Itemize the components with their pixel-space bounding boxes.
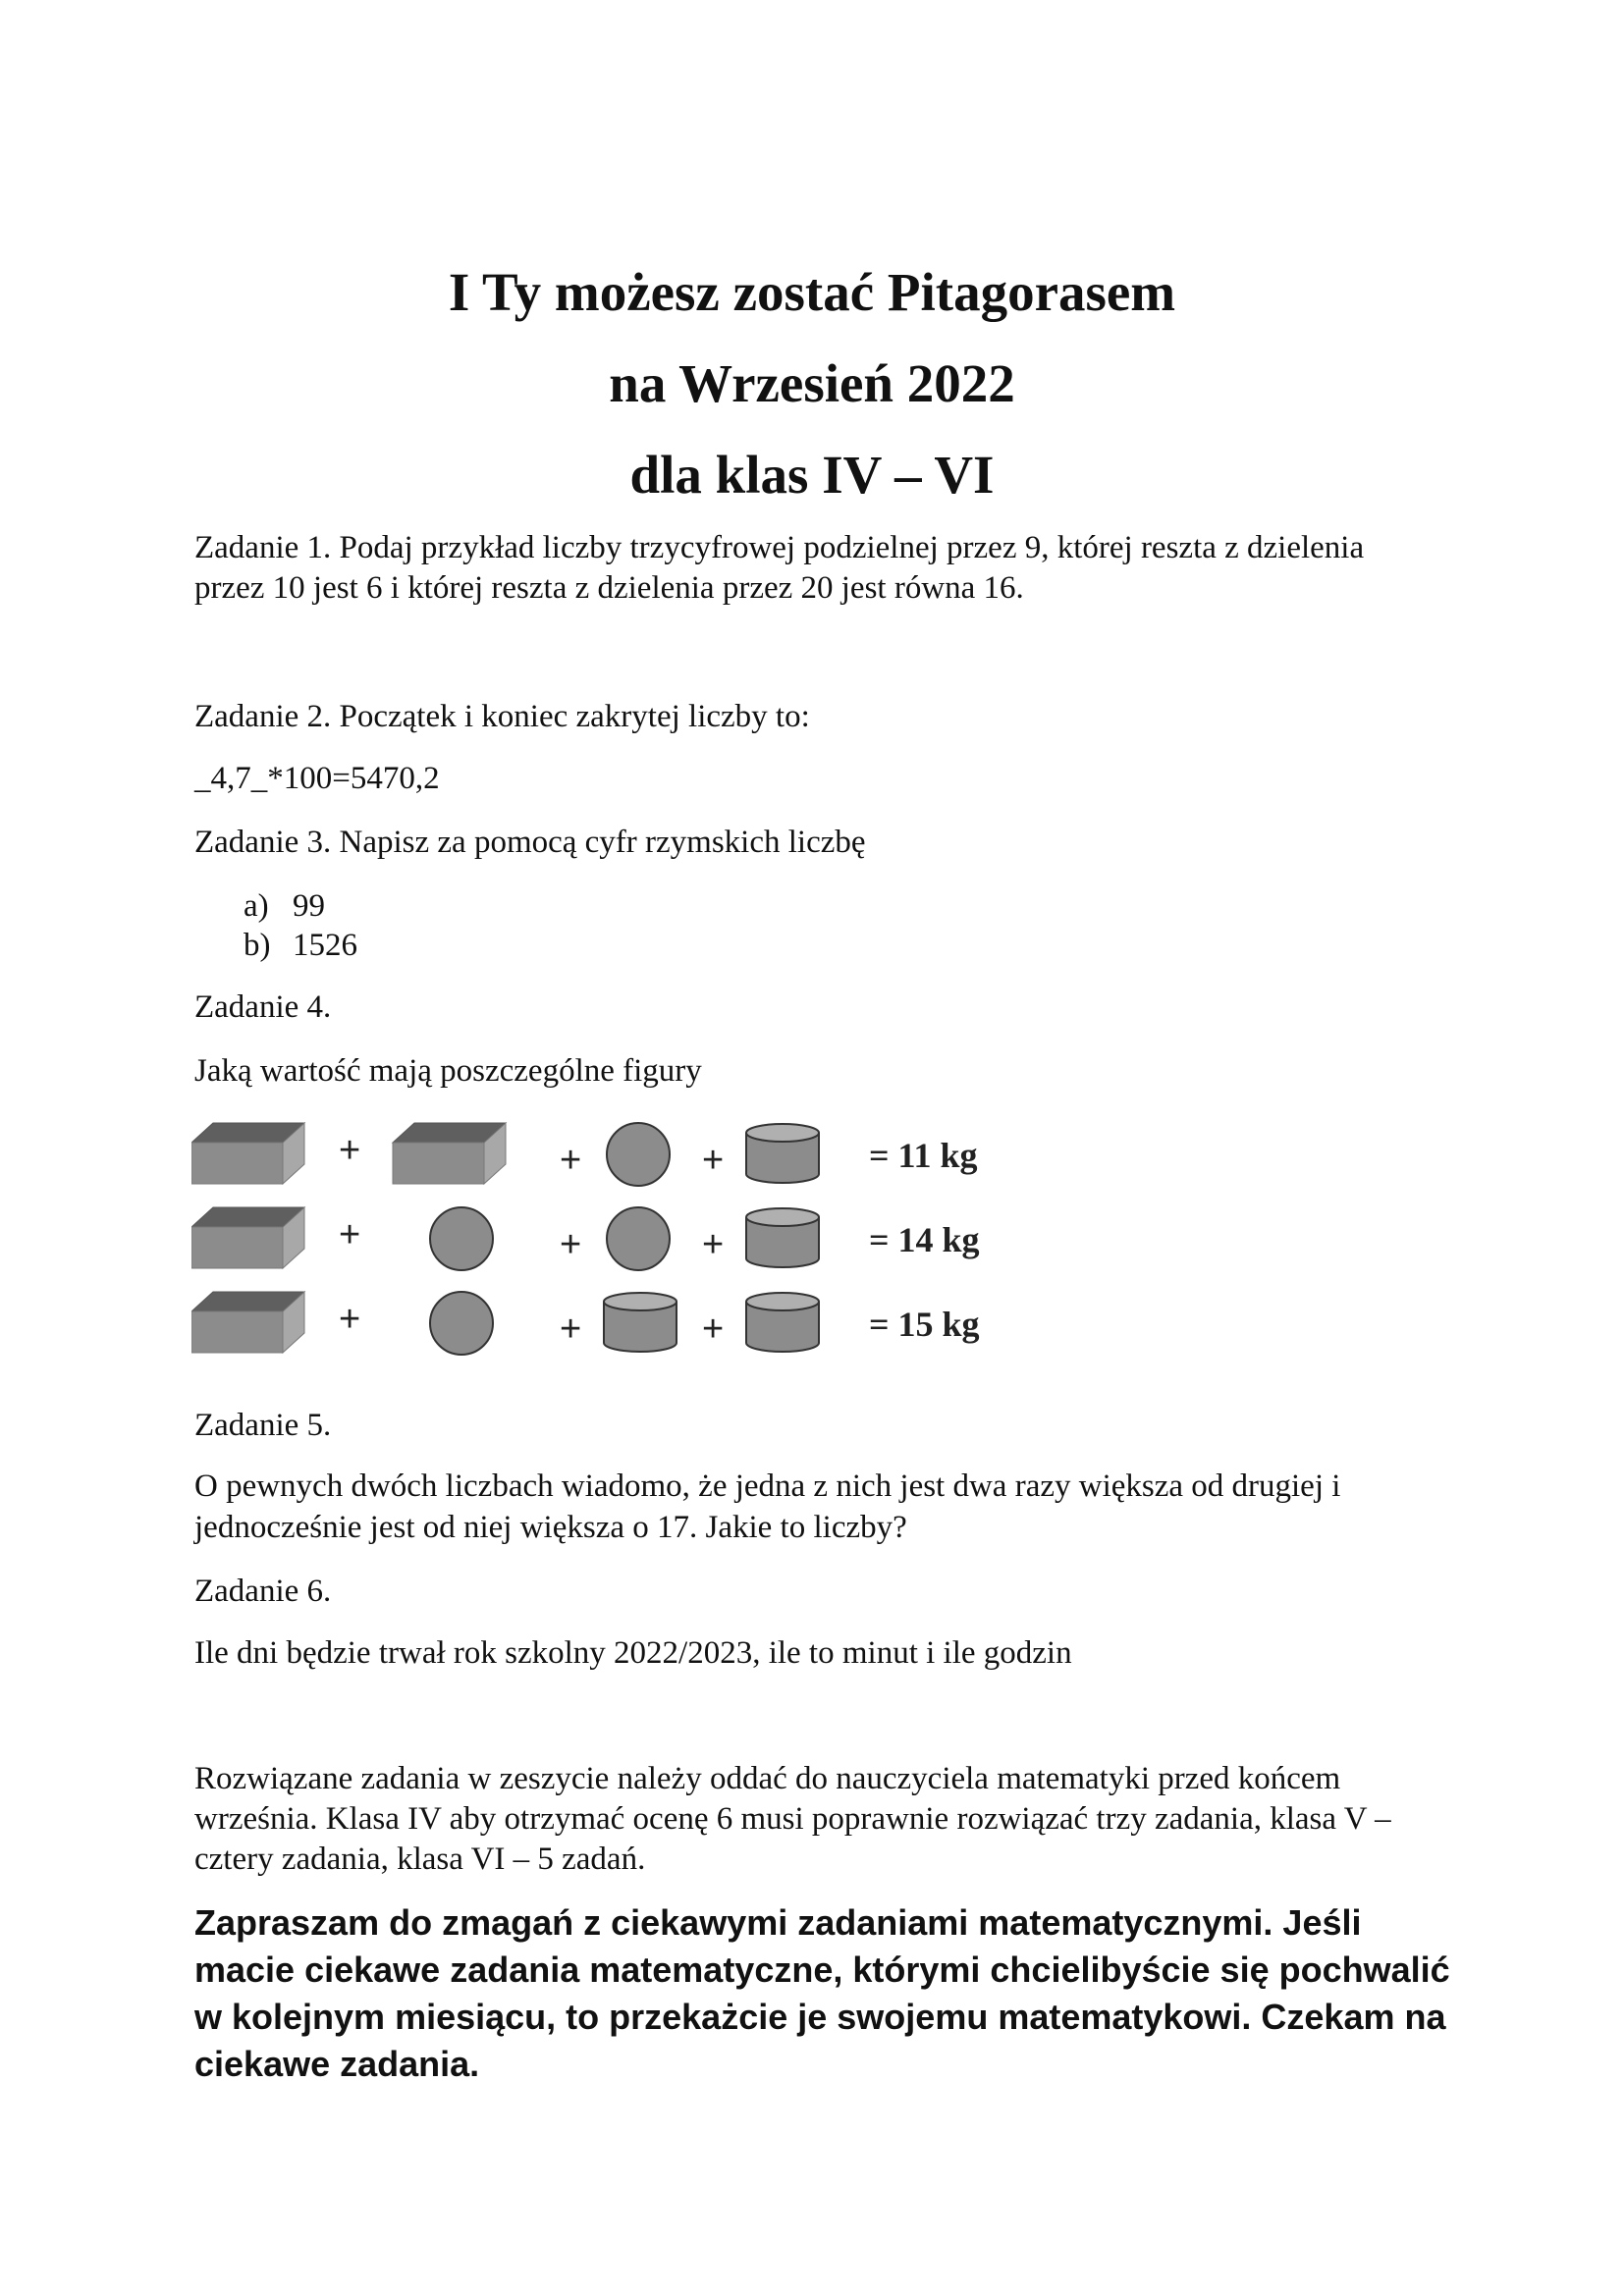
plus-sign: + <box>560 1224 582 1265</box>
list-marker: b) <box>244 928 271 963</box>
title-line-3: dla klas IV – VI <box>629 445 995 505</box>
list-value: 1526 <box>293 928 357 963</box>
cylinder-shape-icon <box>746 1124 819 1183</box>
task-2-text: Zadanie 2. Początek i koniec zakrytej liczby to: <box>194 699 810 734</box>
task-3-text: Zadanie 3. Napisz za pomocą cyfr rzymskich liczbę <box>194 825 866 860</box>
list-item <box>244 926 357 965</box>
closing-line-3: w kolejnym miesiącu, to przekażcie je swojemu matematykowi. Czekam na <box>194 1997 1446 2037</box>
rules-line-2: września. Klasa IV aby otrzymać ocenę 6 musi poprawnie rozwiązać trzy zadania, klasa V – <box>194 1801 1391 1837</box>
row-result: = 14 kg <box>869 1220 980 1259</box>
rules-line-1: Rozwiązane zadania w zeszycie należy oddać do nauczyciela matematyki przed końcem <box>194 1761 1341 1796</box>
plus-sign: + <box>560 1308 582 1350</box>
title-line-1: I Ty możesz zostać Pitagorasem <box>448 262 1176 322</box>
list-item <box>244 886 357 926</box>
plus-sign: + <box>702 1224 725 1265</box>
task-6-heading: Zadanie 6. <box>194 1574 332 1609</box>
ball-shape-icon <box>607 1123 670 1186</box>
shape-weight-puzzle <box>191 1119 1016 1374</box>
rules-line-3: cztery zadania, klasa VI – 5 zadań. <box>194 1842 646 1877</box>
cylinder-shape-icon <box>604 1293 677 1352</box>
brick-shape-icon <box>191 1207 304 1268</box>
puzzle-row <box>191 1123 978 1186</box>
row-result: = 11 kg <box>869 1136 978 1175</box>
task-4-text: Jaką wartość mają poszczególne figury <box>194 1053 702 1089</box>
title-line-2: na Wrzesień 2022 <box>609 353 1015 413</box>
row-result: = 15 kg <box>869 1305 980 1344</box>
task-5-heading: Zadanie 5. <box>194 1408 332 1443</box>
brick-shape-icon <box>191 1123 304 1184</box>
puzzle-row <box>191 1207 980 1270</box>
cylinder-shape-icon <box>746 1293 819 1352</box>
ball-shape-icon <box>430 1292 493 1355</box>
closing-line-1: Zapraszam do zmagań z ciekawymi zadaniami matematycznymi. Jeśli <box>194 1902 1362 1943</box>
task-1-line-2: przez 10 jest 6 i której reszta z dzielenia przez 20 jest równa 16. <box>194 570 1024 606</box>
ball-shape-icon <box>430 1207 493 1270</box>
brick-shape-icon <box>393 1123 506 1184</box>
brick-shape-icon <box>191 1292 304 1353</box>
task-5-line-2: jednocześnie jest od niej większa o 17. Jakie to liczby? <box>194 1510 907 1545</box>
closing-line-2: macie ciekawe zadania matematyczne, którymi chcielibyście się pochwalić <box>194 1949 1450 1990</box>
task-5-line-1: O pewnych dwóch liczbach wiadomo, że jedna z nich jest dwa razy większa od drugiej i <box>194 1468 1341 1504</box>
puzzle-row <box>191 1292 980 1355</box>
task-3-list <box>244 886 357 965</box>
task-2-equation: _4,7_*100=5470,2 <box>194 761 440 796</box>
closing-paragraph <box>194 1899 1471 2088</box>
list-marker: a) <box>244 888 269 924</box>
plus-sign: + <box>339 1130 361 1171</box>
closing-line-4: ciekawe zadania. <box>194 2044 480 2084</box>
plus-sign: + <box>702 1308 725 1350</box>
task-6-text: Ile dni będzie trwał rok szkolny 2022/2023, ile to minut i ile godzin <box>194 1635 1072 1671</box>
plus-sign: + <box>702 1140 725 1181</box>
plus-sign: + <box>339 1214 361 1255</box>
ball-shape-icon <box>607 1207 670 1270</box>
plus-sign: + <box>560 1140 582 1181</box>
plus-sign: + <box>339 1299 361 1340</box>
task-4-heading: Zadanie 4. <box>194 989 332 1025</box>
list-value: 99 <box>293 888 325 924</box>
cylinder-shape-icon <box>746 1208 819 1267</box>
task-1-line-1: Zadanie 1. Podaj przykład liczby trzycyfrowej podzielnej przez 9, której reszta z dzielenia <box>194 530 1365 565</box>
